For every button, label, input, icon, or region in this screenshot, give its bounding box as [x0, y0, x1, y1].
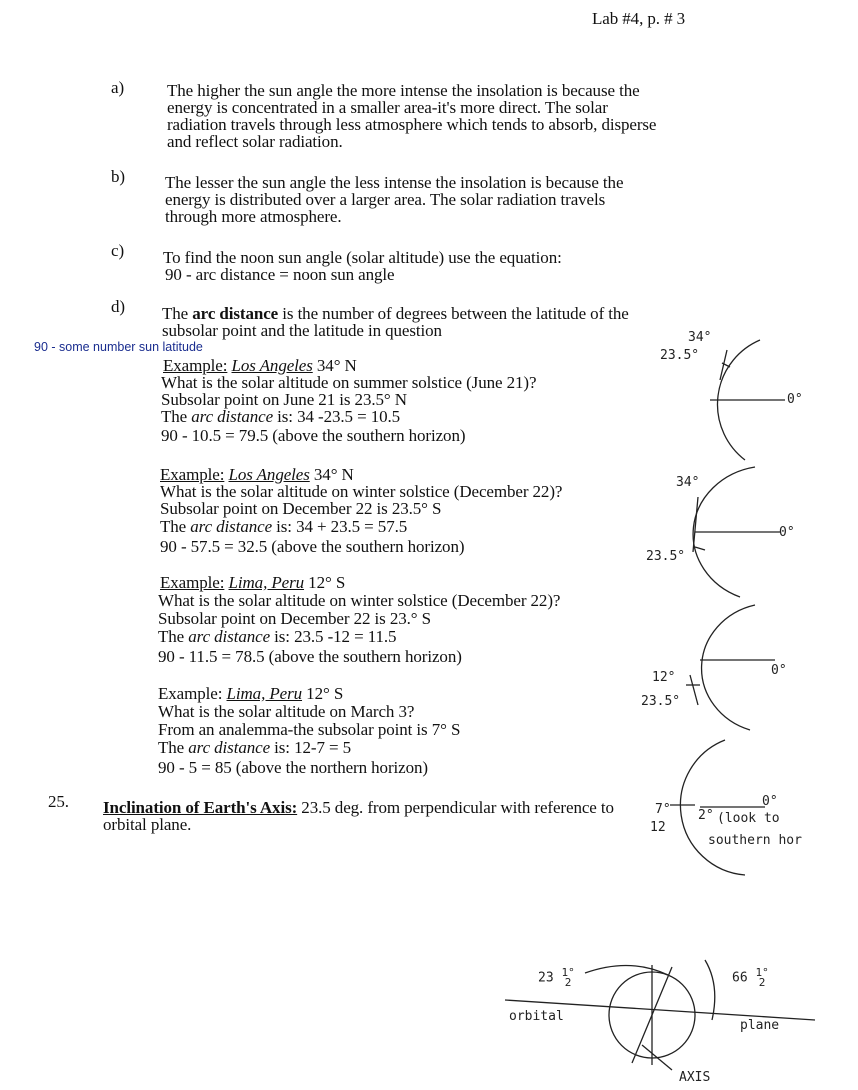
item-d-pre: The	[162, 304, 193, 323]
item-25-number: 25.	[48, 792, 69, 811]
item-c-line-2: 90 - arc distance = noon sun angle	[165, 265, 395, 284]
d1-zero-label: 0°	[787, 392, 803, 407]
latitude-tick	[690, 675, 698, 705]
d4-note-1: (look to	[717, 811, 780, 826]
orbital-label: orbital	[509, 1009, 564, 1024]
example-lat: 12° S	[302, 684, 344, 703]
example-lat: 12° S	[304, 573, 346, 592]
diagram-3-globe-arc	[640, 590, 858, 740]
d4-2-label: 2°	[698, 808, 714, 823]
example-1-arc	[161, 408, 400, 425]
d2-bottom-label: 23.5°	[646, 549, 686, 564]
d4-note-2: southern hor	[708, 833, 802, 848]
d2-top-label: 34°	[676, 475, 700, 490]
example-place: Lima, Peru	[228, 573, 305, 592]
example-1-subsolar: Subsolar point on June 21 is 23.5° N	[161, 390, 407, 409]
d4-12-label: 12	[650, 820, 666, 835]
item-25-line-1	[103, 799, 614, 816]
axis-right-angle	[732, 968, 769, 988]
example-label: Example:	[160, 573, 225, 592]
example-label: Example:	[158, 684, 223, 703]
example-4-subsolar: From an analemma-the subsolar point is 7° S	[158, 720, 461, 739]
item-a-marker: a)	[111, 78, 125, 97]
item-b-line-3: through more atmosphere.	[165, 207, 342, 226]
example-4-question: What is the solar altitude on March 3?	[158, 702, 415, 721]
example-1-result: 90 - 10.5 = 79.5 (above the southern horizon)	[161, 426, 466, 445]
item-c-marker: c)	[111, 241, 125, 260]
example-place: Los Angeles	[228, 465, 310, 484]
d4-zero-label: 0°	[762, 794, 778, 809]
d3-zero-label: 0°	[771, 663, 787, 678]
arc-term: arc distance	[188, 738, 271, 757]
item-d-bold-term: arc distance	[192, 304, 279, 323]
example-place: Los Angeles	[231, 356, 313, 375]
latitude-tick	[695, 547, 705, 550]
axis-left-angle	[538, 968, 575, 988]
example-3-arc	[158, 628, 396, 645]
fraction-denominator: 2	[564, 976, 572, 989]
arc-pre: The	[158, 627, 189, 646]
example-2-question: What is the solar altitude on winter solstice (December 22)?	[160, 482, 563, 501]
d2-zero-label: 0°	[779, 525, 795, 540]
example-label: Example:	[163, 356, 228, 375]
example-3-result: 90 - 11.5 = 78.5 (above the southern horizon)	[158, 647, 462, 666]
example-place: Lima, Peru	[226, 684, 303, 703]
example-2-arc	[160, 518, 407, 535]
item-25-text: 23.5 deg. from perpendicular with reference to	[297, 798, 614, 817]
item-b-marker: b)	[111, 167, 125, 186]
fraction	[755, 968, 768, 988]
fraction-whole: 23	[538, 970, 554, 986]
angle-arrow-right	[705, 960, 715, 1020]
example-4-result: 90 - 5 = 85 (above the northern horizon)	[158, 758, 428, 777]
item-a-line-4: and reflect solar radiation.	[167, 132, 343, 151]
example-1-question: What is the solar altitude on summer solstice (June 21)?	[161, 373, 537, 392]
example-1-heading	[163, 357, 357, 374]
angle-arrow-left	[585, 965, 668, 975]
item-25-title: Inclination of Earth's Axis:	[103, 798, 298, 817]
fraction-whole: 66	[732, 970, 748, 986]
diagram-4-globe-arc	[640, 735, 858, 885]
item-b-line-1: The lesser the sun angle the less intense the insolation is because the	[165, 173, 624, 192]
d3-235-label: 23.5°	[641, 694, 681, 709]
arc-pre: The	[161, 407, 192, 426]
example-2-subsolar: Subsolar point on December 22 is 23.5° S	[160, 499, 442, 518]
example-4-heading	[158, 685, 343, 702]
item-25-line-2: orbital plane.	[103, 815, 192, 834]
example-3-subsolar: Subsolar point on December 22 is 23.° S	[158, 609, 431, 628]
page-header: Lab #4, p. # 3	[592, 9, 686, 28]
d4-7-label: 7°	[655, 802, 671, 817]
item-b-line-2: energy is distributed over a larger area. The solar radiation travels	[165, 190, 606, 209]
arc-post: is: 12-7 = 5	[270, 738, 352, 757]
item-d-line-1	[162, 305, 629, 322]
arc-post: is: 23.5 -12 = 11.5	[270, 627, 397, 646]
globe-arc	[702, 605, 755, 730]
example-3-heading	[160, 574, 345, 591]
arc-pre: The	[160, 517, 191, 536]
item-a-line-1: The higher the sun angle the more intense the insolation is because the	[167, 81, 640, 100]
fraction-denominator: 2	[758, 976, 766, 989]
d3-12-label: 12°	[652, 670, 676, 685]
fraction-numerator: 1°	[755, 966, 769, 979]
item-d-line-2: subsolar point and the latitude in question	[162, 321, 442, 340]
arc-pre: The	[158, 738, 189, 757]
item-a-line-2: energy is concentrated in a smaller area-it's more direct. The solar	[167, 98, 608, 117]
arc-post: is: 34 + 23.5 = 57.5	[272, 517, 408, 536]
example-2-result: 90 - 57.5 = 32.5 (above the southern horizon)	[160, 537, 465, 556]
d1-mid-label: 23.5°	[660, 348, 700, 363]
example-3-question: What is the solar altitude on winter solstice (December 22)?	[158, 591, 561, 610]
item-d-marker: d)	[111, 297, 125, 316]
arc-term: arc distance	[188, 627, 271, 646]
item-a-line-3: radiation travels through less atmosphere which tends to absorb, disperse	[167, 115, 657, 134]
fraction	[561, 968, 574, 988]
arc-term: arc distance	[191, 407, 274, 426]
example-lat: 34° N	[312, 356, 357, 375]
fraction-numerator: 1°	[561, 966, 575, 979]
arc-post: is: 34 -23.5 = 10.5	[273, 407, 401, 426]
example-4-arc	[158, 739, 351, 756]
item-c-line-1: To find the noon sun angle (solar altitude) use the equation:	[163, 248, 562, 267]
plane-label: plane	[740, 1018, 780, 1033]
example-lat: 34° N	[309, 465, 354, 484]
example-label: Example:	[160, 465, 225, 484]
item-d-post: is the number of degrees between the latitude of the	[278, 304, 629, 323]
d1-top-label: 34°	[688, 330, 712, 345]
axis-label: AXIS	[679, 1070, 711, 1085]
annotation-note: 90 - some number sun latitude	[34, 340, 203, 354]
arc-term: arc distance	[190, 517, 273, 536]
example-2-heading	[160, 466, 354, 483]
